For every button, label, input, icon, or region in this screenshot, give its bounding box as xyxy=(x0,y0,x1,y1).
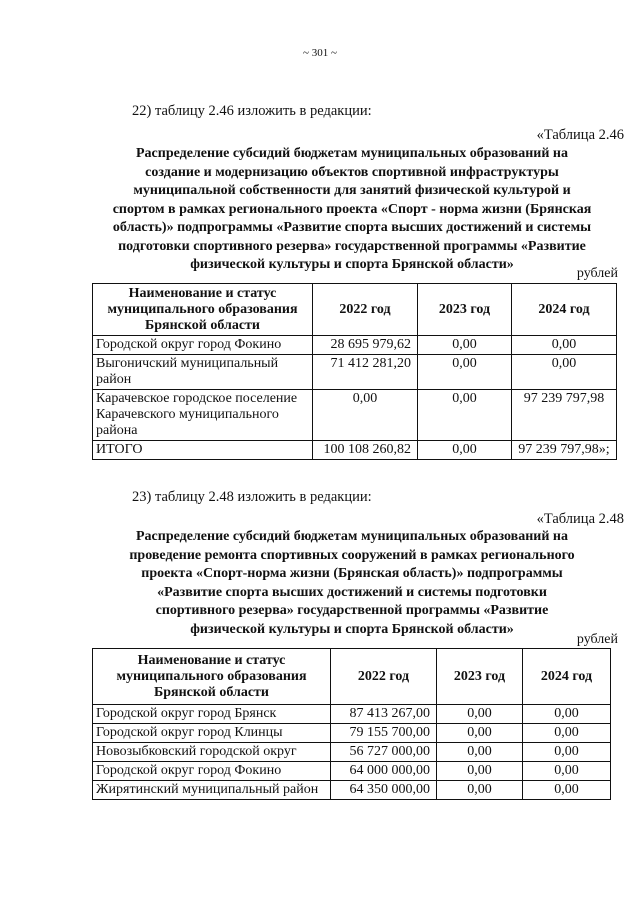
cell-2024: 97 239 797,98 xyxy=(512,390,617,441)
cell-2023: 0,00 xyxy=(437,762,523,781)
title-line: область)» подпрограммы «Развитие спорта высших достижений и системы xyxy=(112,220,592,235)
title-line: проведение ремонта спортивных сооружений в рамках регионального xyxy=(129,547,575,563)
column-header-2024: 2024 год xyxy=(512,284,617,336)
subsidy-table-2-46 xyxy=(92,283,617,460)
cell-name: Выгоничский муниципальный район xyxy=(93,355,313,390)
table-row xyxy=(93,390,617,441)
instruction-table-2-46: 22) таблицу 2.46 изложить в редакции: xyxy=(132,103,372,119)
table-row xyxy=(93,781,611,800)
cell-2023: 0,00 xyxy=(437,705,523,724)
title-line: физической культуры и спорта Брянской области» xyxy=(190,621,514,637)
cell-2022: 64 350 000,00 xyxy=(331,781,437,800)
cell-2024: 0,00 xyxy=(523,743,611,762)
table-row xyxy=(93,762,611,781)
cell-name: Городской округ город Брянск xyxy=(93,705,331,724)
column-header-name: Наименование и статус муниципального образования Брянской области xyxy=(93,284,313,336)
title-line: проекта «Спорт-норма жизни (Брянская область)» подпрограммы xyxy=(141,566,563,581)
cell-2023: 0,00 xyxy=(418,355,512,390)
cell-2023: 0,00 xyxy=(418,336,512,355)
cell-2024: 0,00 xyxy=(523,762,611,781)
instruction-table-2-48: 23) таблицу 2.48 изложить в редакции: xyxy=(132,489,372,505)
table-total-row xyxy=(93,441,617,460)
column-header-2024: 2024 год xyxy=(523,649,611,705)
table-label-2-48: «Таблица 2.48 xyxy=(536,511,624,527)
table-title-2-46 xyxy=(92,145,612,275)
cell-2023: 0,00 xyxy=(437,743,523,762)
cell-2024: 0,00 xyxy=(523,705,611,724)
title-line: подготовки спортивного резерва» государственной программы «Развитие xyxy=(118,238,586,254)
table-row xyxy=(93,705,611,724)
cell-2023: 0,00 xyxy=(418,390,512,441)
title-line: Распределение субсидий бюджетам муниципальных образований на xyxy=(136,529,568,544)
cell-2023: 0,00 xyxy=(437,724,523,743)
column-header-2022: 2022 год xyxy=(313,284,418,336)
cell-2022: 100 108 260,82 xyxy=(313,441,418,460)
cell-2022: 71 412 281,20 xyxy=(313,355,418,390)
cell-2024: 97 239 797,98»; xyxy=(512,441,617,460)
table-title-2-48 xyxy=(92,528,612,639)
cell-2022: 64 000 000,00 xyxy=(331,762,437,781)
table-header-row xyxy=(93,284,617,336)
cell-2024: 0,00 xyxy=(523,781,611,800)
title-line: спортом в рамках регионального проекта «Спорт - норма жизни (Брянская xyxy=(112,201,592,217)
table-row xyxy=(93,336,617,355)
column-header-2023: 2023 год xyxy=(437,649,523,705)
column-header-2023: 2023 год xyxy=(418,284,512,336)
table-header-row xyxy=(93,649,611,705)
title-line: спортивного резерва» государственной программы «Развитие xyxy=(155,603,549,618)
title-line: «Развитие спорта высших достижений и системы подготовки xyxy=(157,584,547,600)
table-label-2-46: «Таблица 2.46 xyxy=(536,127,624,143)
cell-name: Городской округ город Клинцы xyxy=(93,724,331,743)
cell-2023: 0,00 xyxy=(437,781,523,800)
table-row xyxy=(93,724,611,743)
page-number: ~ 301 ~ xyxy=(303,47,337,59)
cell-2022: 0,00 xyxy=(313,390,418,441)
cell-2022: 56 727 000,00 xyxy=(331,743,437,762)
cell-2024: 0,00 xyxy=(512,336,617,355)
cell-name: Новозыбковский городской округ xyxy=(93,743,331,762)
cell-name: Городской округ город Фокино xyxy=(93,336,313,355)
unit-label: рублей xyxy=(576,632,618,647)
title-line: создание и модернизацию объектов спортивной инфраструктуры xyxy=(145,164,559,180)
title-line: Распределение субсидий бюджетам муниципальных образований на xyxy=(136,146,568,161)
cell-2022: 87 413 267,00 xyxy=(331,705,437,724)
cell-2024: 0,00 xyxy=(512,355,617,390)
cell-name: ИТОГО xyxy=(93,441,313,460)
table-row xyxy=(93,355,617,390)
column-header-2022: 2022 год xyxy=(331,649,437,705)
column-header-name: Наименование и статус муниципального образования Брянской области xyxy=(93,649,331,705)
table-row xyxy=(93,743,611,762)
cell-2022: 28 695 979,62 xyxy=(313,336,418,355)
unit-label: рублей xyxy=(576,266,618,281)
title-line: муниципальной собственности для занятий физической культурой и xyxy=(133,183,571,198)
cell-name: Городской округ город Фокино xyxy=(93,762,331,781)
subsidy-table-2-48 xyxy=(92,648,611,800)
cell-2023: 0,00 xyxy=(418,441,512,460)
title-line: физической культуры и спорта Брянской области» xyxy=(190,257,514,272)
cell-name: Карачевское городское поселение Карачевского муниципального района xyxy=(93,390,313,441)
cell-2024: 0,00 xyxy=(523,724,611,743)
cell-name: Жирятинский муниципальный район xyxy=(93,781,331,800)
cell-2022: 79 155 700,00 xyxy=(331,724,437,743)
